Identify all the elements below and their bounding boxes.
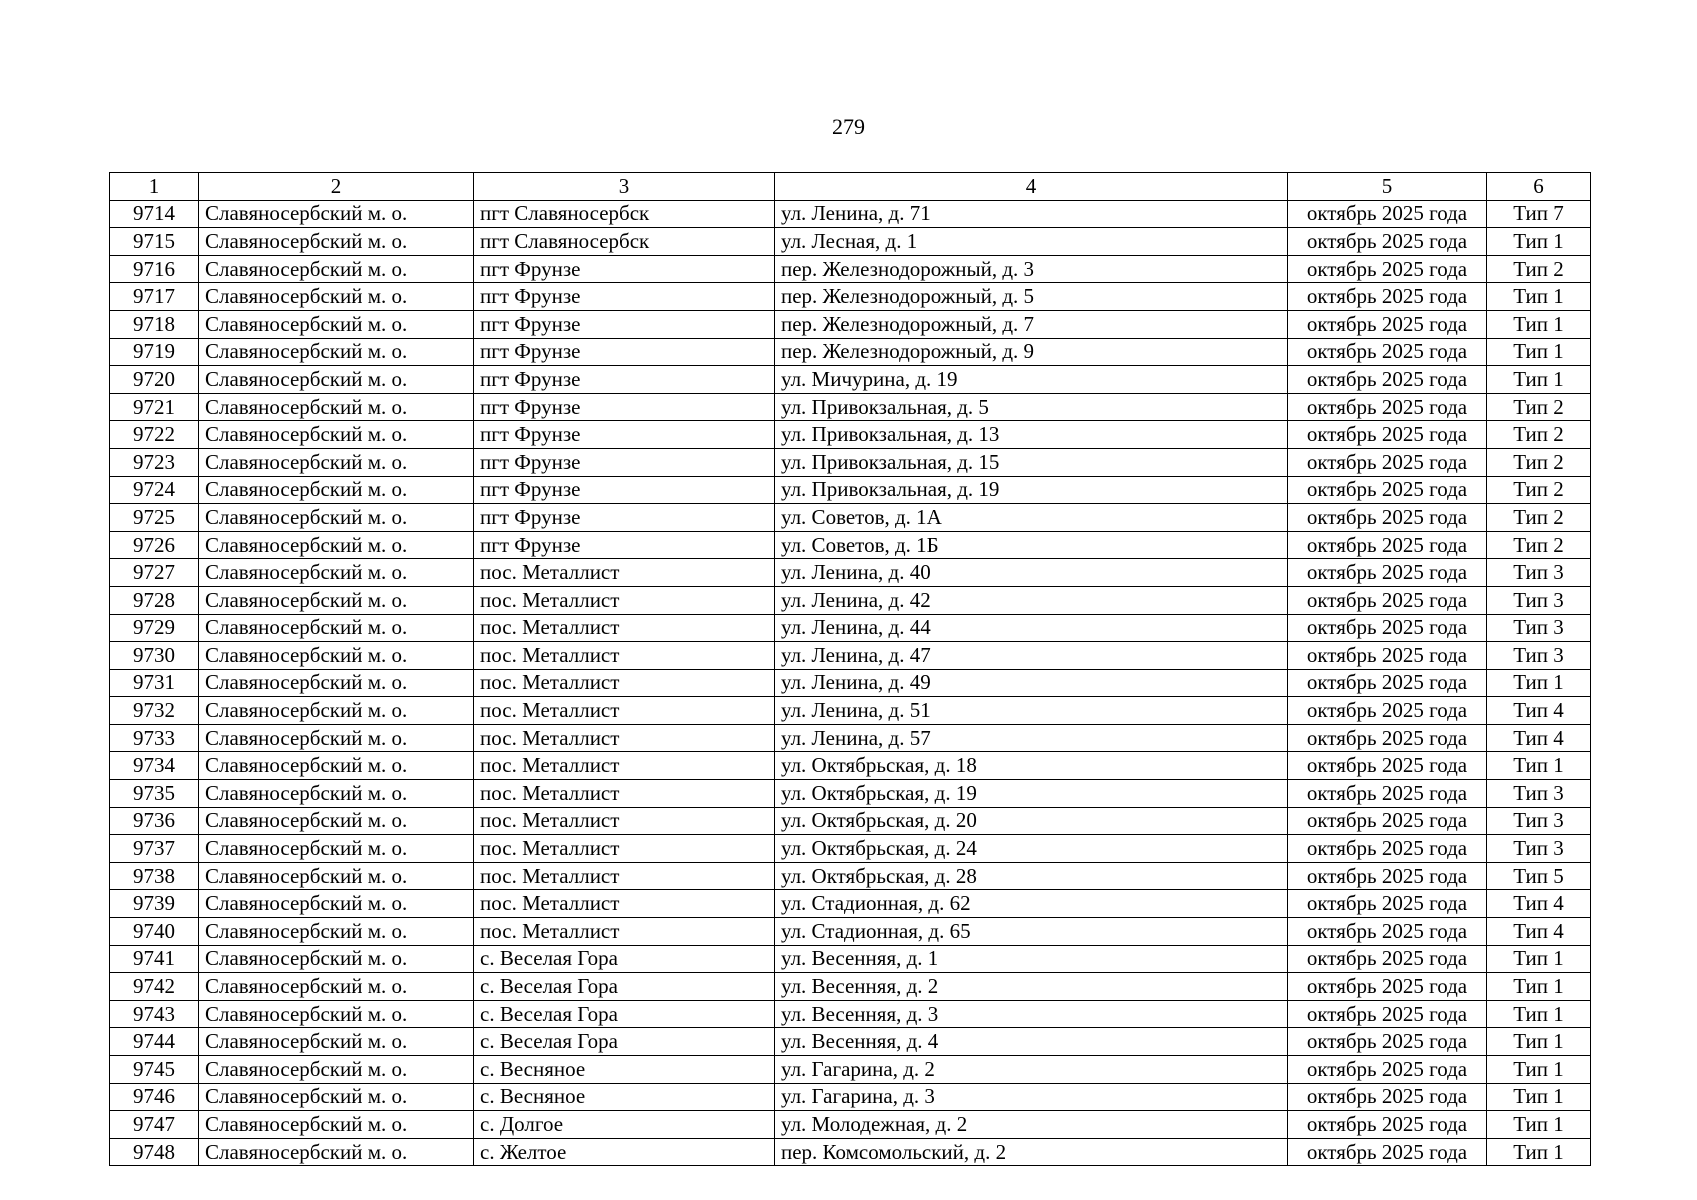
address-cell: пер. Железнодорожный, д. 5 [775, 283, 1288, 311]
date-cell: октябрь 2025 года [1288, 1028, 1487, 1056]
table-row [110, 504, 1591, 532]
page-number: 279 [832, 114, 865, 139]
type-cell: Тип 2 [1487, 421, 1591, 449]
date-cell: октябрь 2025 года [1288, 780, 1487, 808]
type-cell: Тип 2 [1487, 448, 1591, 476]
settlement-cell: с. Весняное [474, 1083, 775, 1111]
date-cell: октябрь 2025 года [1288, 807, 1487, 835]
address-cell: ул. Весенняя, д. 2 [775, 973, 1288, 1001]
address-cell: ул. Весенняя, д. 4 [775, 1028, 1288, 1056]
date-cell: октябрь 2025 года [1288, 1000, 1487, 1028]
settlement-cell: пгт Фрунзе [474, 283, 775, 311]
column-header: 2 [199, 173, 474, 201]
settlement-cell: пгт Фрунзе [474, 504, 775, 532]
table-row [110, 835, 1591, 863]
settlement-cell: пгт Фрунзе [474, 255, 775, 283]
address-cell: пер. Железнодорожный, д. 9 [775, 338, 1288, 366]
address-cell: ул. Октябрьская, д. 28 [775, 862, 1288, 890]
table-row [110, 1138, 1591, 1166]
type-cell: Тип 3 [1487, 586, 1591, 614]
type-cell: Тип 1 [1487, 752, 1591, 780]
row-number: 9748 [110, 1138, 199, 1166]
municipality-cell: Славяносербский м. о. [199, 366, 474, 394]
row-number: 9722 [110, 421, 199, 449]
table-row [110, 614, 1591, 642]
date-cell: октябрь 2025 года [1288, 310, 1487, 338]
address-cell: ул. Гагарина, д. 2 [775, 1056, 1288, 1084]
table-row [110, 283, 1591, 311]
row-number: 9718 [110, 310, 199, 338]
settlement-cell: пос. Металлист [474, 752, 775, 780]
municipality-cell: Славяносербский м. о. [199, 862, 474, 890]
municipality-cell: Славяносербский м. о. [199, 1138, 474, 1166]
settlement-cell: с. Веселая Гора [474, 973, 775, 1001]
municipality-cell: Славяносербский м. о. [199, 724, 474, 752]
table-row [110, 697, 1591, 725]
table-row [110, 1111, 1591, 1139]
address-cell: ул. Молодежная, д. 2 [775, 1111, 1288, 1139]
settlement-cell: пос. Металлист [474, 669, 775, 697]
settlement-cell: пос. Металлист [474, 807, 775, 835]
settlement-cell: пос. Металлист [474, 835, 775, 863]
municipality-cell: Славяносербский м. о. [199, 338, 474, 366]
settlement-cell: пгт Фрунзе [474, 448, 775, 476]
municipality-cell: Славяносербский м. о. [199, 807, 474, 835]
address-cell: ул. Ленина, д. 49 [775, 669, 1288, 697]
date-cell: октябрь 2025 года [1288, 366, 1487, 394]
settlement-cell: пос. Металлист [474, 586, 775, 614]
date-cell: октябрь 2025 года [1288, 586, 1487, 614]
table-row [110, 366, 1591, 394]
settlement-cell: пос. Металлист [474, 862, 775, 890]
address-cell: ул. Весенняя, д. 1 [775, 945, 1288, 973]
address-cell: пер. Железнодорожный, д. 3 [775, 255, 1288, 283]
row-number: 9714 [110, 200, 199, 228]
date-cell: октябрь 2025 года [1288, 752, 1487, 780]
row-number: 9738 [110, 862, 199, 890]
municipality-cell: Славяносербский м. о. [199, 504, 474, 532]
table-header-row [110, 173, 1591, 201]
row-number: 9720 [110, 366, 199, 394]
row-number: 9745 [110, 1056, 199, 1084]
date-cell: октябрь 2025 года [1288, 945, 1487, 973]
table-row [110, 393, 1591, 421]
row-number: 9735 [110, 780, 199, 808]
settlement-cell: пгт Фрунзе [474, 366, 775, 394]
address-cell: ул. Стадионная, д. 62 [775, 890, 1288, 918]
address-cell: ул. Ленина, д. 71 [775, 200, 1288, 228]
settlement-cell: пос. Металлист [474, 614, 775, 642]
settlement-cell: пгт Фрунзе [474, 393, 775, 421]
column-header: 4 [775, 173, 1288, 201]
address-cell: ул. Привокзальная, д. 19 [775, 476, 1288, 504]
date-cell: октябрь 2025 года [1288, 504, 1487, 532]
date-cell: октябрь 2025 года [1288, 1083, 1487, 1111]
type-cell: Тип 2 [1487, 255, 1591, 283]
table-row [110, 724, 1591, 752]
date-cell: октябрь 2025 года [1288, 421, 1487, 449]
type-cell: Тип 1 [1487, 945, 1591, 973]
settlement-cell: с. Веселая Гора [474, 1028, 775, 1056]
table-row [110, 752, 1591, 780]
date-cell: октябрь 2025 года [1288, 228, 1487, 256]
settlement-cell: пгт Славяносербск [474, 228, 775, 256]
type-cell: Тип 4 [1487, 918, 1591, 946]
address-cell: ул. Ленина, д. 40 [775, 559, 1288, 587]
address-cell: ул. Привокзальная, д. 15 [775, 448, 1288, 476]
table-body [110, 200, 1591, 1166]
table-row [110, 559, 1591, 587]
date-cell: октябрь 2025 года [1288, 918, 1487, 946]
date-cell: октябрь 2025 года [1288, 338, 1487, 366]
date-cell: октябрь 2025 года [1288, 393, 1487, 421]
row-number: 9742 [110, 973, 199, 1001]
table-row [110, 862, 1591, 890]
column-header: 5 [1288, 173, 1487, 201]
date-cell: октябрь 2025 года [1288, 890, 1487, 918]
table-row [110, 310, 1591, 338]
type-cell: Тип 1 [1487, 1138, 1591, 1166]
municipality-cell: Славяносербский м. о. [199, 448, 474, 476]
row-number: 9715 [110, 228, 199, 256]
settlement-cell: пос. Металлист [474, 697, 775, 725]
row-number: 9739 [110, 890, 199, 918]
address-cell: ул. Октябрьская, д. 19 [775, 780, 1288, 808]
type-cell: Тип 2 [1487, 393, 1591, 421]
address-cell: ул. Ленина, д. 42 [775, 586, 1288, 614]
settlement-cell: пос. Металлист [474, 918, 775, 946]
type-cell: Тип 1 [1487, 338, 1591, 366]
type-cell: Тип 3 [1487, 559, 1591, 587]
row-number: 9736 [110, 807, 199, 835]
row-number: 9733 [110, 724, 199, 752]
row-number: 9747 [110, 1111, 199, 1139]
type-cell: Тип 1 [1487, 1056, 1591, 1084]
settlement-cell: пгт Фрунзе [474, 531, 775, 559]
table-row [110, 338, 1591, 366]
type-cell: Тип 2 [1487, 531, 1591, 559]
address-cell: пер. Комсомольский, д. 2 [775, 1138, 1288, 1166]
municipality-cell: Славяносербский м. о. [199, 973, 474, 1001]
table-row [110, 890, 1591, 918]
column-header: 1 [110, 173, 199, 201]
type-cell: Тип 2 [1487, 476, 1591, 504]
column-header: 3 [474, 173, 775, 201]
address-cell: ул. Советов, д. 1Б [775, 531, 1288, 559]
address-cell: ул. Мичурина, д. 19 [775, 366, 1288, 394]
settlement-cell: с. Веселая Гора [474, 1000, 775, 1028]
row-number: 9717 [110, 283, 199, 311]
municipality-cell: Славяносербский м. о. [199, 890, 474, 918]
settlement-cell: пгт Фрунзе [474, 338, 775, 366]
row-number: 9731 [110, 669, 199, 697]
row-number: 9732 [110, 697, 199, 725]
address-cell: ул. Привокзальная, д. 5 [775, 393, 1288, 421]
municipality-cell: Славяносербский м. о. [199, 531, 474, 559]
type-cell: Тип 1 [1487, 1111, 1591, 1139]
settlement-cell: пос. Металлист [474, 559, 775, 587]
table-row [110, 255, 1591, 283]
table-row [110, 228, 1591, 256]
table-row [110, 780, 1591, 808]
settlement-cell: с. Весняное [474, 1056, 775, 1084]
date-cell: октябрь 2025 года [1288, 559, 1487, 587]
date-cell: октябрь 2025 года [1288, 476, 1487, 504]
row-number: 9716 [110, 255, 199, 283]
table-row [110, 945, 1591, 973]
type-cell: Тип 1 [1487, 366, 1591, 394]
address-cell: ул. Гагарина, д. 3 [775, 1083, 1288, 1111]
type-cell: Тип 7 [1487, 200, 1591, 228]
settlement-cell: пгт Фрунзе [474, 421, 775, 449]
municipality-cell: Славяносербский м. о. [199, 1028, 474, 1056]
type-cell: Тип 4 [1487, 724, 1591, 752]
date-cell: октябрь 2025 года [1288, 1138, 1487, 1166]
type-cell: Тип 3 [1487, 614, 1591, 642]
address-cell: ул. Октябрьская, д. 24 [775, 835, 1288, 863]
table-row [110, 586, 1591, 614]
row-number: 9746 [110, 1083, 199, 1111]
settlement-cell: пос. Металлист [474, 890, 775, 918]
municipality-cell: Славяносербский м. о. [199, 642, 474, 670]
address-cell: ул. Ленина, д. 47 [775, 642, 1288, 670]
type-cell: Тип 5 [1487, 862, 1591, 890]
municipality-cell: Славяносербский м. о. [199, 669, 474, 697]
address-cell: ул. Лесная, д. 1 [775, 228, 1288, 256]
type-cell: Тип 3 [1487, 835, 1591, 863]
address-cell: ул. Ленина, д. 51 [775, 697, 1288, 725]
table-row [110, 669, 1591, 697]
row-number: 9743 [110, 1000, 199, 1028]
date-cell: октябрь 2025 года [1288, 255, 1487, 283]
municipality-cell: Славяносербский м. о. [199, 918, 474, 946]
municipality-cell: Славяносербский м. о. [199, 310, 474, 338]
date-cell: октябрь 2025 года [1288, 835, 1487, 863]
address-cell: ул. Весенняя, д. 3 [775, 1000, 1288, 1028]
type-cell: Тип 1 [1487, 973, 1591, 1001]
type-cell: Тип 1 [1487, 1028, 1591, 1056]
municipality-cell: Славяносербский м. о. [199, 393, 474, 421]
date-cell: октябрь 2025 года [1288, 283, 1487, 311]
row-number: 9740 [110, 918, 199, 946]
municipality-cell: Славяносербский м. о. [199, 255, 474, 283]
type-cell: Тип 4 [1487, 890, 1591, 918]
table-row [110, 421, 1591, 449]
table-row [110, 1028, 1591, 1056]
settlement-cell: пгт Фрунзе [474, 476, 775, 504]
address-cell: пер. Железнодорожный, д. 7 [775, 310, 1288, 338]
type-cell: Тип 1 [1487, 310, 1591, 338]
table-row [110, 476, 1591, 504]
row-number: 9723 [110, 448, 199, 476]
settlement-cell: пос. Металлист [474, 724, 775, 752]
address-cell: ул. Октябрьская, д. 18 [775, 752, 1288, 780]
date-cell: октябрь 2025 года [1288, 448, 1487, 476]
address-cell: ул. Ленина, д. 57 [775, 724, 1288, 752]
settlement-cell: с. Долгое [474, 1111, 775, 1139]
type-cell: Тип 4 [1487, 697, 1591, 725]
municipality-cell: Славяносербский м. о. [199, 200, 474, 228]
date-cell: октябрь 2025 года [1288, 614, 1487, 642]
municipality-cell: Славяносербский м. о. [199, 835, 474, 863]
address-cell: ул. Привокзальная, д. 13 [775, 421, 1288, 449]
row-number: 9724 [110, 476, 199, 504]
row-number: 9719 [110, 338, 199, 366]
date-cell: октябрь 2025 года [1288, 724, 1487, 752]
date-cell: октябрь 2025 года [1288, 531, 1487, 559]
address-cell: ул. Октябрьская, д. 20 [775, 807, 1288, 835]
municipality-cell: Славяносербский м. о. [199, 228, 474, 256]
column-header: 6 [1487, 173, 1591, 201]
row-number: 9728 [110, 586, 199, 614]
municipality-cell: Славяносербский м. о. [199, 1056, 474, 1084]
address-cell: ул. Советов, д. 1А [775, 504, 1288, 532]
table-row [110, 1000, 1591, 1028]
municipality-cell: Славяносербский м. о. [199, 559, 474, 587]
municipality-cell: Славяносербский м. о. [199, 945, 474, 973]
row-number: 9741 [110, 945, 199, 973]
table-row [110, 973, 1591, 1001]
settlement-cell: пгт Фрунзе [474, 310, 775, 338]
date-cell: октябрь 2025 года [1288, 669, 1487, 697]
table-row [110, 1083, 1591, 1111]
row-number: 9729 [110, 614, 199, 642]
type-cell: Тип 2 [1487, 504, 1591, 532]
row-number: 9725 [110, 504, 199, 532]
municipality-cell: Славяносербский м. о. [199, 586, 474, 614]
date-cell: октябрь 2025 года [1288, 200, 1487, 228]
address-cell: ул. Ленина, д. 44 [775, 614, 1288, 642]
date-cell: октябрь 2025 года [1288, 697, 1487, 725]
type-cell: Тип 1 [1487, 228, 1591, 256]
row-number: 9727 [110, 559, 199, 587]
table-row [110, 448, 1591, 476]
table-row [110, 807, 1591, 835]
municipality-cell: Славяносербский м. о. [199, 1111, 474, 1139]
type-cell: Тип 1 [1487, 1000, 1591, 1028]
settlement-cell: пос. Металлист [474, 642, 775, 670]
table-row [110, 200, 1591, 228]
date-cell: октябрь 2025 года [1288, 1111, 1487, 1139]
settlement-cell: пгт Славяносербск [474, 200, 775, 228]
row-number: 9730 [110, 642, 199, 670]
table-row [110, 918, 1591, 946]
municipality-cell: Славяносербский м. о. [199, 476, 474, 504]
type-cell: Тип 3 [1487, 807, 1591, 835]
type-cell: Тип 3 [1487, 642, 1591, 670]
date-cell: октябрь 2025 года [1288, 973, 1487, 1001]
type-cell: Тип 1 [1487, 283, 1591, 311]
table-row [110, 642, 1591, 670]
municipality-cell: Славяносербский м. о. [199, 421, 474, 449]
type-cell: Тип 3 [1487, 780, 1591, 808]
settlement-cell: с. Желтое [474, 1138, 775, 1166]
row-number: 9721 [110, 393, 199, 421]
housing-registry-table [109, 172, 1591, 1166]
address-cell: ул. Стадионная, д. 65 [775, 918, 1288, 946]
municipality-cell: Славяносербский м. о. [199, 283, 474, 311]
settlement-cell: пос. Металлист [474, 780, 775, 808]
date-cell: октябрь 2025 года [1288, 642, 1487, 670]
municipality-cell: Славяносербский м. о. [199, 780, 474, 808]
row-number: 9744 [110, 1028, 199, 1056]
municipality-cell: Славяносербский м. о. [199, 697, 474, 725]
date-cell: октябрь 2025 года [1288, 862, 1487, 890]
municipality-cell: Славяносербский м. о. [199, 752, 474, 780]
row-number: 9726 [110, 531, 199, 559]
municipality-cell: Славяносербский м. о. [199, 614, 474, 642]
row-number: 9734 [110, 752, 199, 780]
type-cell: Тип 1 [1487, 1083, 1591, 1111]
row-number: 9737 [110, 835, 199, 863]
date-cell: октябрь 2025 года [1288, 1056, 1487, 1084]
table-row [110, 1056, 1591, 1084]
settlement-cell: с. Веселая Гора [474, 945, 775, 973]
municipality-cell: Славяносербский м. о. [199, 1000, 474, 1028]
municipality-cell: Славяносербский м. о. [199, 1083, 474, 1111]
table-row [110, 531, 1591, 559]
type-cell: Тип 1 [1487, 669, 1591, 697]
